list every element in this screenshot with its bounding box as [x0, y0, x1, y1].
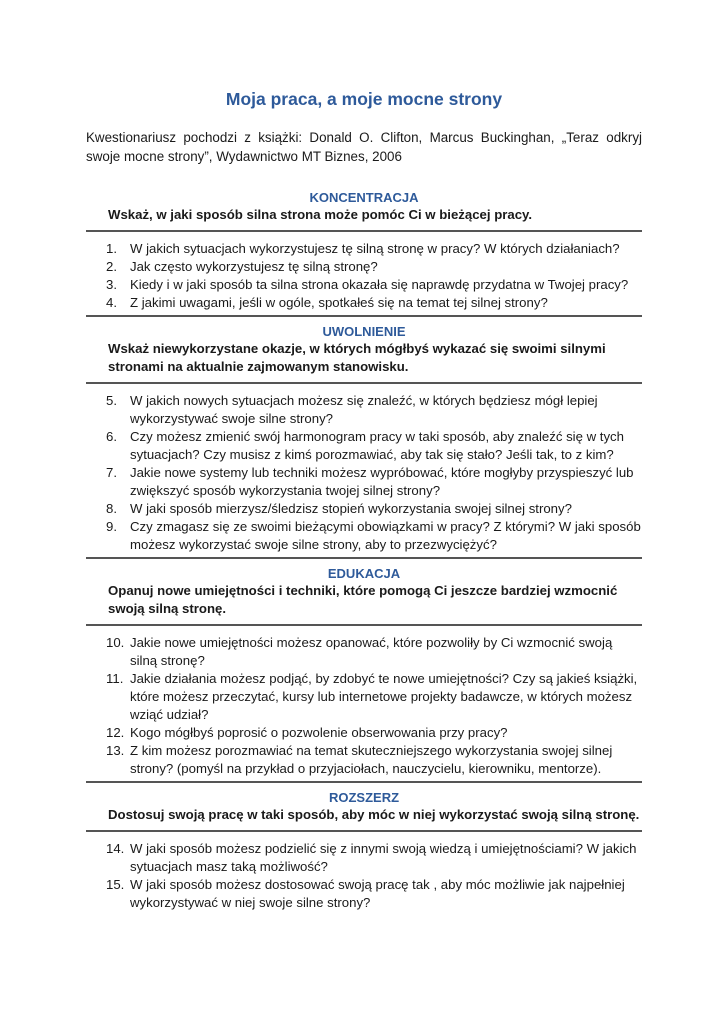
question-item: [86, 840, 642, 876]
question-text: Jakie działania możesz podjąć, by zdobyć te nowe umiejętności? Czy są jakieś książki, które możesz przeczytać, kursy lub internetowe projekty badawcze, w których możesz wziąć udział?: [130, 671, 638, 722]
source-citation: Kwestionariusz pochodzi z książki: Donald O. Clifton, Marcus Buckinghan, „Teraz odkryj swoje mocne strony”, Wydawnictwo MT Biznes, 2006: [86, 130, 642, 164]
question-number: 2.: [106, 259, 117, 274]
question-list: [86, 840, 642, 912]
question-number: 9.: [106, 519, 117, 534]
question-text: Kogo mógłbyś poprosić o pozwolenie obserwowania przy pracy?: [130, 725, 508, 740]
question-list: [86, 392, 642, 554]
question-text: Jakie nowe umiejętności możesz opanować, które pozwoliły by Ci wzmocnić swoją silną stronę?: [130, 635, 613, 668]
question-number: 6.: [106, 429, 117, 444]
question-item: [86, 294, 642, 312]
section-divider: [86, 624, 642, 626]
question-text: Czy zmagasz się ze swoimi bieżącymi obowiązkami w pracy? Z którymi? W jaki sposób możesz wykorzystać swoje silne strony, aby to przezwyciężyć?: [130, 519, 641, 552]
section-divider: [86, 382, 642, 384]
section-heading: EDUKACJA: [327, 566, 401, 581]
section-description: Opanuj nowe umiejętności i techniki, które pomogą Ci jeszcze bardziej wzmocnić swoją silną stronę.: [108, 583, 618, 616]
section-divider: [86, 557, 642, 559]
section-heading: ROZSZERZ: [328, 790, 400, 805]
question-number: 8.: [106, 501, 117, 516]
question-item: [86, 258, 642, 276]
section-rozszerz: [86, 781, 642, 912]
question-number: 11.: [106, 671, 124, 686]
question-number: 15.: [106, 877, 125, 892]
question-item: [86, 500, 642, 518]
question-list: [86, 634, 642, 778]
section-divider: [86, 830, 642, 832]
section-description: Wskaż niewykorzystane okazje, w których mógłbyś wykazać się swoimi silnymi stronami na aktualnie zajmowanym stanowisku.: [108, 341, 606, 374]
section-description: Dostosuj swoją pracę w taki sposób, aby móc w niej wykorzystać swoją silną stronę.: [108, 807, 640, 822]
question-item: [86, 634, 642, 670]
section-koncentracja: [86, 189, 642, 312]
question-text: Kiedy i w jaki sposób ta silna strona okazała się naprawdę przydatna w Twojej pracy?: [130, 277, 629, 292]
question-text: W jakich sytuacjach wykorzystujesz tę silną stronę w pracy? W których działaniach?: [130, 241, 620, 256]
section-divider: [86, 781, 642, 783]
question-item: [86, 518, 642, 554]
question-text: Czy możesz zmienić swój harmonogram pracy w taki sposób, aby znaleźć się w tych sytuacjach? Czy musisz z kimś porozmawiać, aby tak się stało? Jeśli tak, to z kim?: [130, 429, 624, 462]
question-number: 1.: [106, 241, 117, 256]
question-number: 10.: [106, 635, 125, 650]
question-number: 4.: [106, 295, 117, 310]
question-number: 12.: [106, 725, 125, 740]
question-text: W jaki sposób możesz podzielić się z innymi swoją wiedzą i umiejętnościami? W jakich sytuacjach masz taką możliwość?: [130, 841, 637, 874]
question-text: W jaki sposób mierzysz/śledzisz stopień wykorzystania swojej silnej strony?: [130, 501, 572, 516]
question-number: 5.: [106, 393, 117, 408]
page-title: Moja praca, a moje mocne strony: [225, 89, 503, 109]
section-heading: UWOLNIENIE: [322, 324, 406, 339]
question-item: [86, 876, 642, 912]
question-item: [86, 670, 642, 724]
question-item: [86, 464, 642, 500]
section-divider: [86, 315, 642, 317]
question-item: [86, 428, 642, 464]
section-heading: KONCENTRACJA: [309, 190, 419, 205]
section-description: Wskaż, w jaki sposób silna strona może pomóc Ci w bieżącej pracy.: [108, 207, 533, 222]
question-text: W jaki sposób możesz dostosować swoją pracę tak , aby móc możliwie jak najpełniej wykorzystywać w niej swoje silne strony?: [130, 877, 625, 910]
question-number: 13.: [106, 743, 125, 758]
question-item: [86, 724, 642, 742]
question-text: Z jakimi uwagami, jeśli w ogóle, spotkałeś się na temat tej silnej strony?: [130, 295, 548, 310]
section-edukacja: [86, 557, 642, 778]
question-text: W jakich nowych sytuacjach możesz się znaleźć, w których będziesz mógł lepiej wykorzystywać swoje silne strony?: [130, 393, 598, 426]
question-text: Jak często wykorzystujesz tę silną stronę?: [130, 259, 378, 274]
section-uwolnienie: [86, 315, 642, 554]
question-item: [86, 742, 642, 778]
question-text: Jakie nowe systemy lub techniki możesz wypróbować, które mogłyby przyspieszyć lub zwiększyć sposób wykorzystania twojej silnej strony?: [130, 465, 634, 498]
question-item: [86, 392, 642, 428]
question-number: 3.: [106, 277, 117, 292]
question-number: 7.: [106, 465, 117, 480]
question-item: [86, 276, 642, 294]
question-item: [86, 240, 642, 258]
section-divider: [86, 230, 642, 232]
question-number: 14.: [106, 841, 125, 856]
question-list: [86, 240, 642, 312]
question-text: Z kim możesz porozmawiać na temat skuteczniejszego wykorzystania swojej silnej strony? (pomyśl na przykład o przyjaciołach, nauczycielu, kierowniku, mentorze).: [130, 743, 613, 776]
